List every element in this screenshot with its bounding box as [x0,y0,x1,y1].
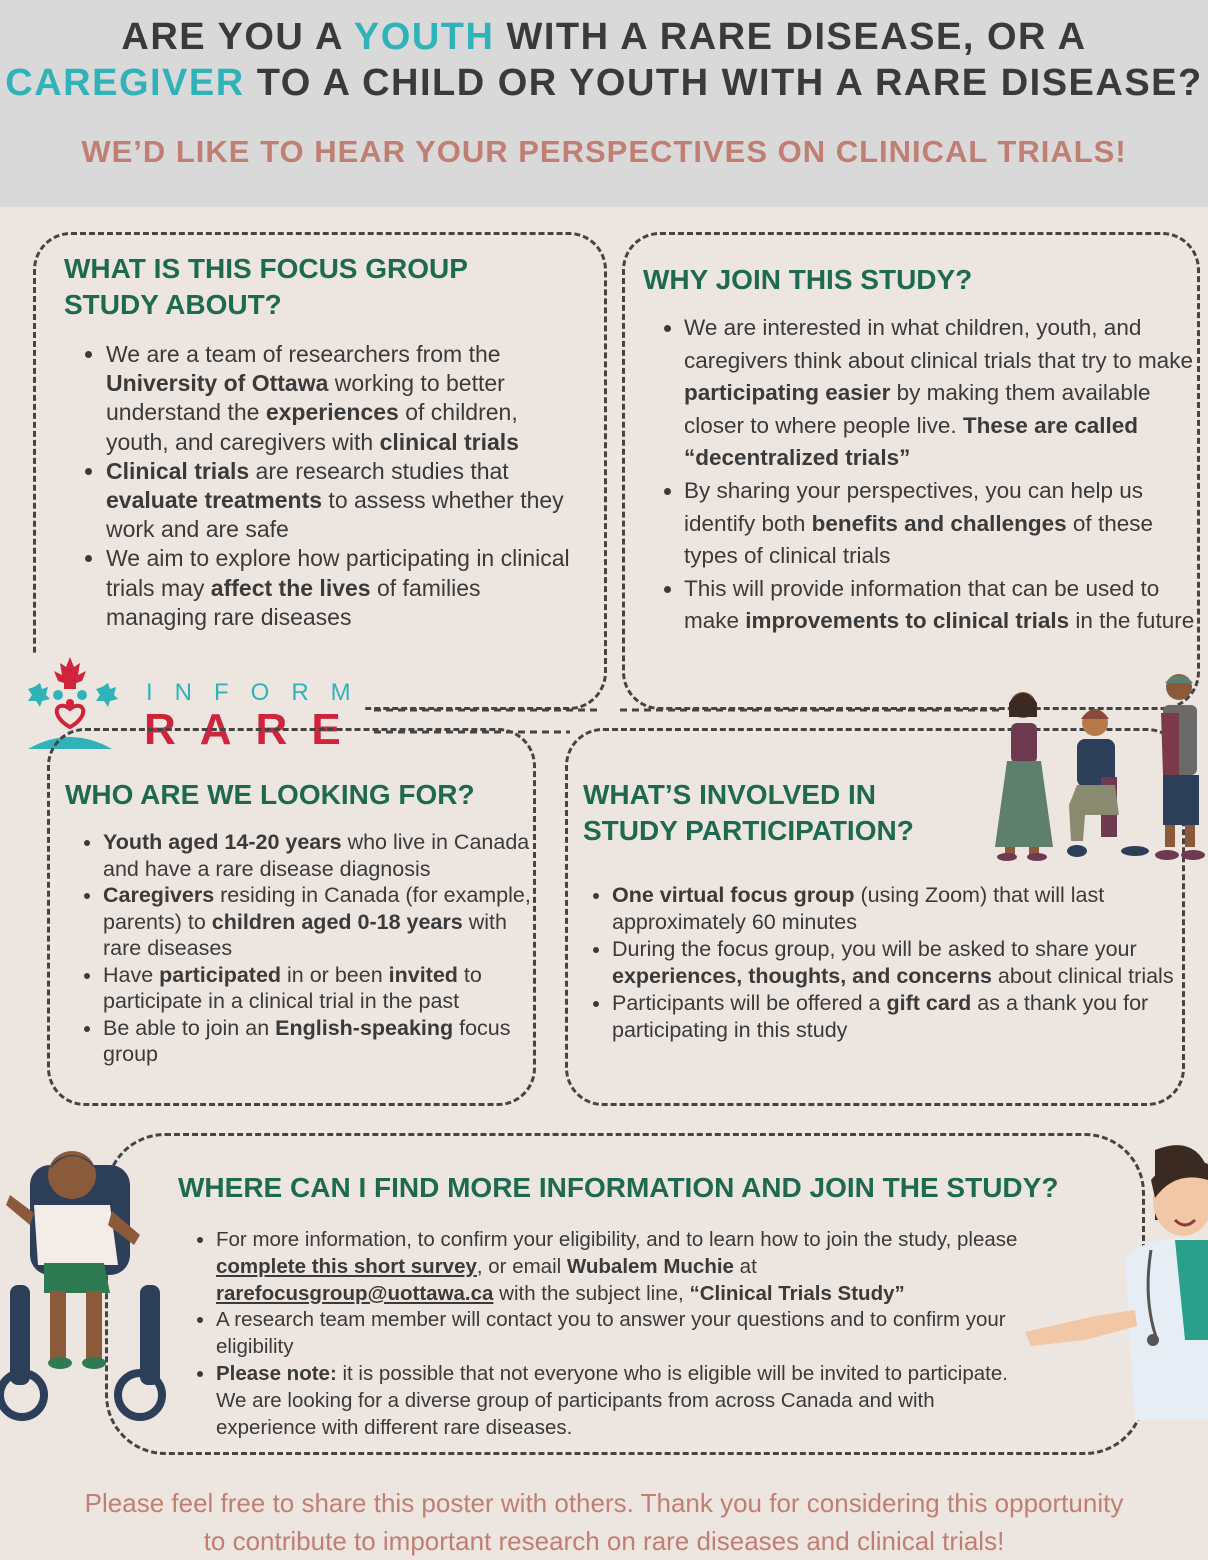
info-section-title: WHERE CAN I FIND MORE INFORMATION AND JOIN THE STUDY? [178,1172,1059,1203]
list-item: • By sharing your perspectives, you can help us identify both benefits and challenges of these types of clinical trials [684,475,1206,573]
headline-accent-youth: YOUTH [353,16,495,58]
doctor-illustration [1025,1140,1208,1420]
info-bullet-list [194,1227,1026,1441]
list-item: • We are a team of researchers from the University of Ottawa working to better understand the experiences of children, youth, and caregivers with clinical trials [106,340,586,457]
list-item: • Youth aged 14-20 years who live in Canada and have a rare disease diagnosis [103,829,538,882]
list-item: • Participants will be offered a gift card as a thank you for participating in this study [612,990,1182,1044]
about-bullet-list [84,340,586,632]
wheelchair-child-illustration [0,1135,170,1425]
footer-message: Please feel free to share this poster with others. Thank you for considering this opportunity to contribute to important research on rare diseases and clinical trials! [84,1488,1124,1556]
headline-line-1: ARE YOU A YOUTH WITH A RARE DISEASE, OR A [121,16,1087,58]
headline-line-2: CAREGIVER TO A CHILD OR YOUTH WITH A RARE DISEASE? [5,62,1203,104]
list-item: • We aim to explore how participating in clinical trials may affect the lives of families managing rare diseases [106,544,586,632]
list-item: • Clinical trials are research studies that evaluate treatments to assess whether they work and are safe [106,457,586,545]
list-item: • Please note: it is possible that not everyone who is eligible will be invited to participate. We are looking for a diverse group of participants from across Canada and with experience with different rare diseases. [216,1361,1026,1441]
who-section-title: WHO ARE WE LOOKING FOR? [65,779,475,810]
list-item: • For more information, to confirm your eligibility, and to learn how to join the study, please complete this short survey, or email Wubalem Muchie at rarefocusgroup@uottawa.ca with the subject line, “Clinical Trials Study” [216,1227,1026,1307]
list-item: • One virtual focus group (using Zoom) that will last approximately 60 minutes [612,882,1182,936]
list-item: • Be able to join an English-speaking focus group [103,1015,538,1068]
involved-section-title: WHAT’S INVOLVED IN STUDY PARTICIPATION? [583,779,914,846]
why-bullet-list [662,312,1206,638]
why-section-title: WHY JOIN THIS STUDY? [643,264,973,295]
who-bullet-list [81,829,538,1068]
email-link[interactable]: rarefocusgroup@uottawa.ca [216,1281,494,1305]
involved-bullet-list [590,882,1182,1044]
survey-link[interactable]: complete this short survey [216,1254,477,1278]
list-item: • We are interested in what children, youth, and caregivers think about clinical trials that try to make participating easier by making them available closer to where people live. These are called “decentralized trials” [684,312,1206,475]
list-item: • Caregivers residing in Canada (for example, parents) to children aged 0-18 years with rare diseases [103,882,538,962]
logo-text-inform: INFORM [146,679,373,706]
list-item: • Have participated in or been invited to participate in a clinical trial in the past [103,962,538,1015]
headline-subtitle: WE’D LIKE TO HEAR YOUR PERSPECTIVES ON CLINICAL TRIALS! [81,134,1127,169]
list-item: • This will provide information that can be used to make improvements to clinical trials in the future [684,573,1206,638]
list-item: • A research team member will contact you to answer your questions and to confirm your eligibility [216,1307,1026,1361]
list-item: • During the focus group, you will be asked to share your experiences, thoughts, and concerns about clinical trials [612,936,1182,990]
about-section-title: WHAT IS THIS FOCUS GROUP STUDY ABOUT? [64,253,468,320]
three-people-illustration [985,665,1205,865]
logo-text-rare: RARE [144,705,365,754]
header-banner [0,0,1208,207]
headline-accent-caregiver: CAREGIVER [5,62,245,104]
